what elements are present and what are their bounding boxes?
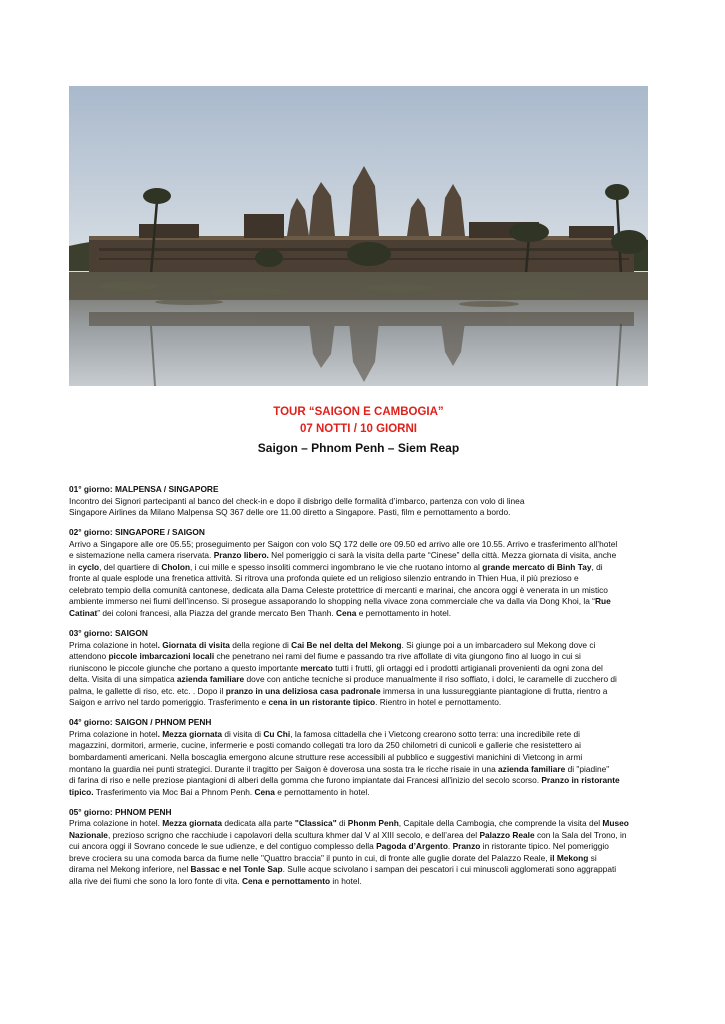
description-line: [69, 729, 659, 741]
itinerary: [69, 484, 659, 896]
description-line: [69, 697, 659, 709]
body-text: immersa in una lussureggiante piantagione di frutta, rientro a: [380, 685, 608, 696]
body-text: alla rive dei fiumi che sono la loro fonte di vita.: [69, 875, 242, 886]
body-text: di visita di: [222, 728, 264, 739]
description-line: [69, 686, 659, 698]
body-text: Singapore Airlines da Milano Malpensa SQ 367 delle ore 11.00 diretto a Singapore. Pasti, film e pernottamento a bordo.: [69, 507, 511, 518]
highlight-text: Museo: [602, 818, 629, 829]
highlight-text: tipico.: [69, 786, 94, 797]
highlight-text: Bassac e nel Tonle Sap: [190, 864, 283, 875]
itinerary-day: [69, 807, 659, 888]
description-line: [69, 651, 659, 663]
highlight-text: . Giornata di visita: [157, 639, 230, 650]
body-text: e pernottamento in hotel.: [356, 607, 452, 618]
itinerary-day: [69, 527, 659, 619]
body-text: dirama nel Mekong inferiore, nel: [69, 864, 191, 875]
body-text: fronte al quale esplode una frenetica attività. Si ritrova una profonda quiete ed un religioso silenzio entrando in Thien Hua, il più prezioso e: [69, 573, 579, 584]
body-text: montano la guardia nei punti strategici. Durante il tragitto per Saigon è doverosa una sosta tra le ricche risaie in una: [69, 763, 499, 774]
highlight-text: mercato: [300, 662, 333, 673]
highlight-text: Palazzo Reale: [479, 829, 535, 840]
body-text: Trasferimento via Moc Bai a Phnom Penh.: [93, 786, 255, 797]
tour-title-block: [69, 404, 648, 457]
body-text: di: [336, 818, 348, 829]
highlight-text: Cena: [254, 786, 275, 797]
body-text: in: [69, 561, 78, 572]
body-text: si: [588, 852, 597, 863]
description-line: [69, 596, 659, 608]
body-text: , Capitale della Cambogia, che comprende la visita del: [398, 818, 603, 829]
body-text: celebrato tempio della comunità cantonese, dedicata alla Dama Celeste protettrice di mercanti e marinai, che ancora oggi è venerata in un mistico: [69, 584, 608, 595]
description-line: [69, 550, 659, 562]
body-text: tutti i frutti, gli ortaggi ed i prodotti artigianali provenienti da ogni zona del: [332, 662, 603, 673]
description-line: [69, 573, 659, 585]
body-text: e sistemazione nella camera riservata.: [69, 550, 214, 561]
description-line: [69, 640, 659, 652]
highlight-text: Cai Be nel delta del Mekong: [291, 639, 402, 650]
description-line: [69, 764, 659, 776]
body-text: in hotel.: [330, 875, 362, 886]
body-text: , i cui mille e spesso insoliti commerci ingombrano le vie che ruotano intorno al: [190, 561, 483, 572]
highlight-text: grande mercato di Binh Tay: [482, 561, 592, 572]
highlight-text: Phonm Penh: [347, 818, 399, 829]
highlight-text: cena in un ristorante tipico: [268, 697, 376, 708]
description-line: [69, 674, 659, 686]
body-text: bombardamenti americani. Nella boscaglia emergono alcune strutture rese accessibili al pubblico e suggestivi manichini di Vietcong in armi: [69, 751, 583, 762]
body-text: Arrivo a Singapore alle ore 05.55; proseguimento per Saigon con volo SQ 172 delle ore 09.50 ed arrivo alle ore 10.55. Arrivo e trasferimento all’hotel: [69, 538, 618, 549]
highlight-text: Mezza giornata: [162, 818, 223, 829]
description-line: [69, 608, 659, 620]
description-line: [69, 740, 659, 752]
body-text: Prima colazione in hotel: [69, 639, 158, 650]
highlight-text: "Classica": [294, 818, 337, 829]
day-heading: 01° giorno: MALPENSA / SINGAPORE: [69, 484, 219, 494]
highlight-text: Cena e pernottamento: [242, 875, 331, 886]
day-description: [69, 640, 659, 709]
itinerary-day: [69, 628, 659, 709]
highlight-text: azienda familiare: [176, 674, 245, 685]
body-text: Prima colazione in hotel: [69, 728, 158, 739]
description-line: [69, 496, 659, 508]
description-line: [69, 830, 659, 842]
itinerary-day: [69, 717, 659, 798]
day-description: [69, 818, 659, 887]
body-text: cui ancora oggi il Sovrano concede le sue udienze, e del contiguo complesso della: [69, 841, 377, 852]
body-text: palma, le gallette di riso, etc. etc. . Dopo il: [69, 685, 226, 696]
day-heading: 04° giorno: SAIGON / PHNOM PENH: [69, 717, 212, 728]
body-text: in ristorante tipico. Nel pomeriggio: [480, 841, 609, 852]
day-description: [69, 539, 659, 620]
body-text: magazzini, dormitori, armerie, cucine, infermerie e posti comando collegati tra loro da 250 chilometri di cunicoli e gallerie che resistettero ai: [69, 740, 581, 751]
highlight-text: cyclo: [77, 561, 100, 572]
highlight-text: Pagoda d’Argento: [376, 841, 448, 852]
body-text: , prezioso scrigno che racchiude i capolavori della scultura khmer dal V al XIII secolo, e dell’area del: [107, 829, 480, 840]
highlight-text: . Mezza giornata: [157, 728, 223, 739]
body-text: delta. Visita di una simpatica: [69, 674, 177, 685]
body-text: Saigon e arrivo nel tardo pomeriggio. Trasferimento e: [69, 697, 269, 708]
day-heading: 02° giorno: SINGAPORE / SAIGON: [69, 527, 205, 538]
body-text: e pernottamento in hotel.: [274, 786, 370, 797]
body-text: .: [447, 841, 453, 852]
body-text: di farina di riso e nelle preziose piantagioni di alberi della gomma che furono impiantate dai Francesi all'inizio del secolo scorso.: [69, 775, 542, 786]
highlight-text: Nazionale: [69, 829, 108, 840]
highlight-text: azienda familiare: [498, 763, 566, 774]
day-heading: 05° giorno: PHNOM PENH: [69, 806, 172, 817]
highlight-text: Catinat: [69, 607, 98, 618]
description-line: [69, 507, 659, 519]
description-line: [69, 775, 659, 787]
description-line: [69, 818, 659, 830]
highlight-text: pranzo in una deliziosa casa padronale: [225, 685, 381, 696]
description-line: [69, 841, 659, 853]
highlight-text: Pranzo libero.: [213, 550, 269, 561]
description-line: [69, 876, 659, 888]
body-text: della regione di: [229, 639, 292, 650]
temple-image: [69, 86, 648, 386]
tour-duration: 07 NOTTI / 10 GIORNI: [300, 423, 417, 435]
description-line: [69, 539, 659, 551]
body-text: Nel pomeriggio ci sarà la visita della parte “Cinese” della città. Mezza giornata di visita, anche: [268, 550, 617, 561]
body-text: con la Sala del Trono, in: [534, 829, 627, 840]
itinerary-day: [69, 484, 659, 519]
body-text: , del quartiere di: [99, 561, 162, 572]
body-text: , di: [591, 561, 603, 572]
body-text: breve crociera su una comoda barca da fiume nelle "Quattro braccia" il punto in cui, di fronte alle guglie dorate del Palazzo Reale,: [69, 852, 550, 863]
body-text: . Sulle acque scivolano i sampan dei pescatori i cui minuscoli agglomerati sono aggrappati: [282, 864, 617, 875]
body-text: riuniscono le piccole giunche che portano a questo importante: [69, 662, 301, 673]
day-heading: 03° giorno: SAIGON: [69, 628, 148, 639]
body-text: dedicata alla parte: [222, 818, 295, 829]
highlight-text: Pranzo in ristorante: [541, 775, 620, 786]
tour-route: Saigon – Phnom Penh – Siem Reap: [257, 441, 460, 455]
description-line: [69, 752, 659, 764]
description-line: [69, 853, 659, 865]
body-text: ambiente immerso nei fiumi dell’incenso. Si prosegue assaporando lo shopping nella vivace zona commerciale che va dalla via Dong Khoi, la “: [69, 596, 595, 607]
body-text: , la famosa cittadella che i Vietcong crearono sotto terra: una incredibile rete di: [290, 728, 580, 739]
description-line: [69, 864, 659, 876]
highlight-text: Cholon: [161, 561, 191, 572]
highlight-text: Rue: [594, 596, 611, 607]
body-text: ” dei coloni francesi, alla Piazza del grande mercato Ben Thanh.: [97, 607, 336, 618]
body-text: . Si giunge poi a un imbarcadero sul Mekong dove ci: [401, 639, 596, 650]
body-text: dove con antiche tecniche si produce manualmente il riso soffiato, i dolci, le caramelle di zucchero di: [244, 674, 617, 685]
description-line: [69, 585, 659, 597]
highlight-text: Cena: [336, 607, 357, 618]
body-text: attendono: [69, 651, 109, 662]
highlight-text: Cu Chi: [263, 728, 291, 739]
highlight-text: il Mekong: [549, 852, 589, 863]
body-text: che penetrano nei rami del fiume e passando tra rive affollate di vita giungono fino al luogo in cui si: [214, 651, 581, 662]
day-description: [69, 496, 659, 519]
description-line: [69, 787, 659, 799]
highlight-text: Pranzo: [452, 841, 481, 852]
temple-photo: [69, 86, 648, 386]
description-line: [69, 663, 659, 675]
body-text: Incontro dei Signori partecipanti al banco del check-in e dopo il disbrigo delle formalità d’imbarco, partenza con volo di linea: [69, 495, 525, 506]
description-line: [69, 562, 659, 574]
tour-title: TOUR “SAIGON E CAMBOGIA”: [273, 406, 444, 418]
body-text: Prima colazione in hotel.: [69, 818, 163, 829]
day-description: [69, 729, 659, 798]
highlight-text: piccole imbarcazioni locali: [108, 651, 215, 662]
body-text: di "piadine": [565, 763, 610, 774]
body-text: . Rientro in hotel e pernottamento.: [375, 697, 502, 708]
